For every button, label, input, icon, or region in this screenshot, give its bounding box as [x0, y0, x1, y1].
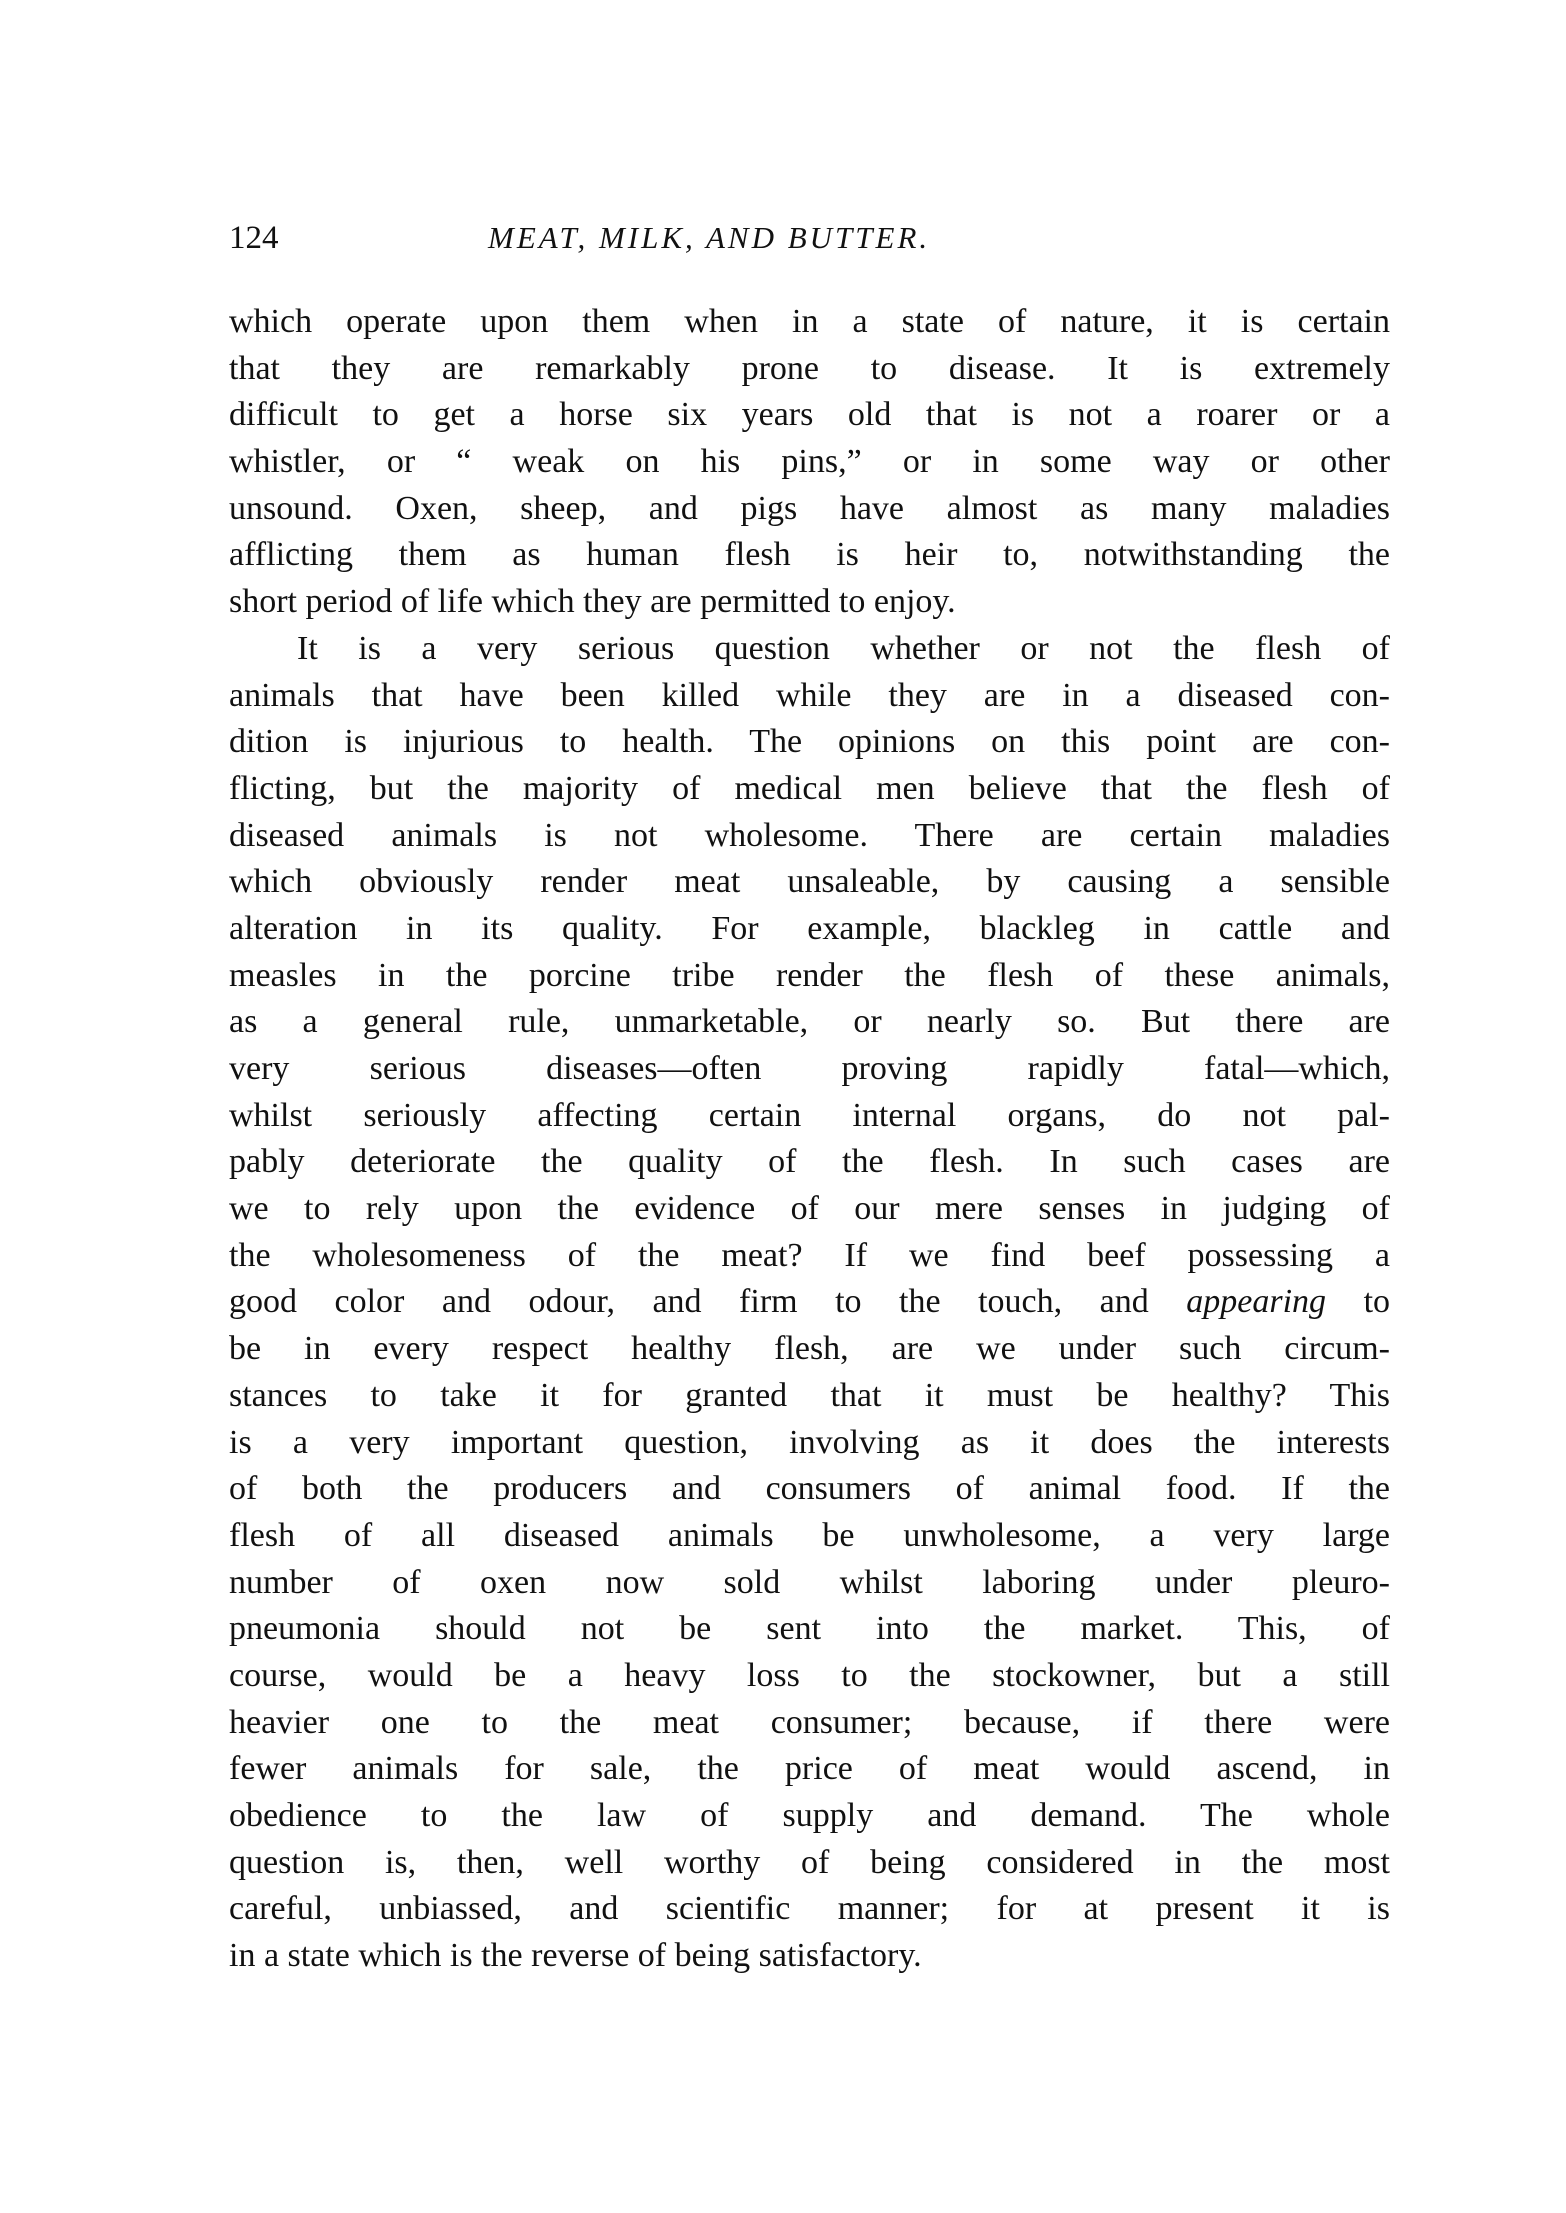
text-line: whilst seriously affecting certain internal organs, do not pal-	[229, 1096, 1390, 1134]
text-line: pably deteriorate the quality of the flesh. In such cases are	[229, 1143, 1390, 1181]
text-line: diseased animals is not wholesome. There are certain maladies	[229, 816, 1390, 854]
text-line: alteration in its quality. For example, blackleg in cattle and	[229, 909, 1390, 947]
text-line: the wholesomeness of the meat? If we find beef possessing a	[229, 1236, 1390, 1274]
text-run: good color and odour, and firm to the touch, and	[229, 1283, 1149, 1321]
text-line: very serious diseases—often proving rapidly fatal—which,	[229, 1050, 1390, 1087]
text-line: pneumonia should not be sent into the market. This, of	[229, 1610, 1390, 1648]
text-line: which obviously render meat unsaleable, by causing a sensible	[229, 863, 1390, 901]
text-line: difficult to get a horse six years old that is not a roarer or a	[229, 396, 1390, 434]
text-line: flicting, but the majority of medical men believe that the flesh of	[229, 769, 1390, 807]
page-number: 124	[229, 220, 279, 256]
text-line: measles in the porcine tribe render the flesh of these animals,	[229, 956, 1390, 994]
text-run: to	[1363, 1283, 1391, 1321]
page-body	[229, 299, 1390, 1980]
text-line: stances to take it for granted that it must be healthy? This	[229, 1376, 1390, 1414]
text-line: animals that have been killed while they are in a diseased con-	[229, 676, 1390, 714]
text-line: afflicting them as human flesh is heir to, notwithstanding the	[229, 536, 1390, 574]
text-line: short period of life which they are permitted to enjoy.	[229, 583, 956, 621]
paragraph-2	[229, 626, 1390, 1980]
text-line: we to rely upon the evidence of our mere senses in judging of	[229, 1190, 1390, 1228]
text-line: heavier one to the meat consumer; because, if there were	[229, 1703, 1390, 1741]
text-line: obedience to the law of supply and demand. The whole	[229, 1797, 1390, 1834]
text-line: number of oxen now sold whilst laboring under pleuro-	[229, 1563, 1390, 1601]
text-line: course, would be a heavy loss to the stockowner, but a still	[229, 1656, 1390, 1694]
text-line: in a state which is the reverse of being satisfactory.	[229, 1937, 922, 1975]
text-line	[229, 1279, 1390, 1326]
text-line: fewer animals for sale, the price of meat would ascend, in	[229, 1750, 1390, 1788]
text-line: which operate upon them when in a state of nature, it is certain	[229, 303, 1390, 340]
text-line: of both the producers and consumers of animal food. If the	[229, 1470, 1390, 1508]
italic-emphasis: appearing	[1186, 1283, 1327, 1321]
text-line: It is a very serious question whether or not the flesh of	[297, 629, 1390, 667]
text-line: careful, unbiassed, and scientific manner; for at present it is	[229, 1890, 1390, 1928]
text-line: be in every respect healthy flesh, are we under such circum-	[229, 1330, 1390, 1368]
text-line: whistler, or “ weak on his pins,” or in some way or other	[229, 443, 1390, 481]
text-line: question is, then, well worthy of being considered in the most	[229, 1843, 1390, 1881]
text-line: that they are remarkably prone to disease. It is extremely	[229, 349, 1390, 387]
text-line: as a general rule, unmarketable, or nearly so. But there are	[229, 1003, 1390, 1041]
text-line: unsound. Oxen, sheep, and pigs have almost as many maladies	[229, 489, 1390, 527]
running-title: MEAT, MILK, AND BUTTER.	[488, 220, 931, 255]
text-line: dition is injurious to health. The opinions on this point are con-	[229, 723, 1390, 761]
text-line: flesh of all diseased animals be unwholesome, a very large	[229, 1516, 1390, 1554]
text-line: is a very important question, involving as it does the interests	[229, 1423, 1390, 1461]
paragraph-1	[229, 299, 1390, 626]
